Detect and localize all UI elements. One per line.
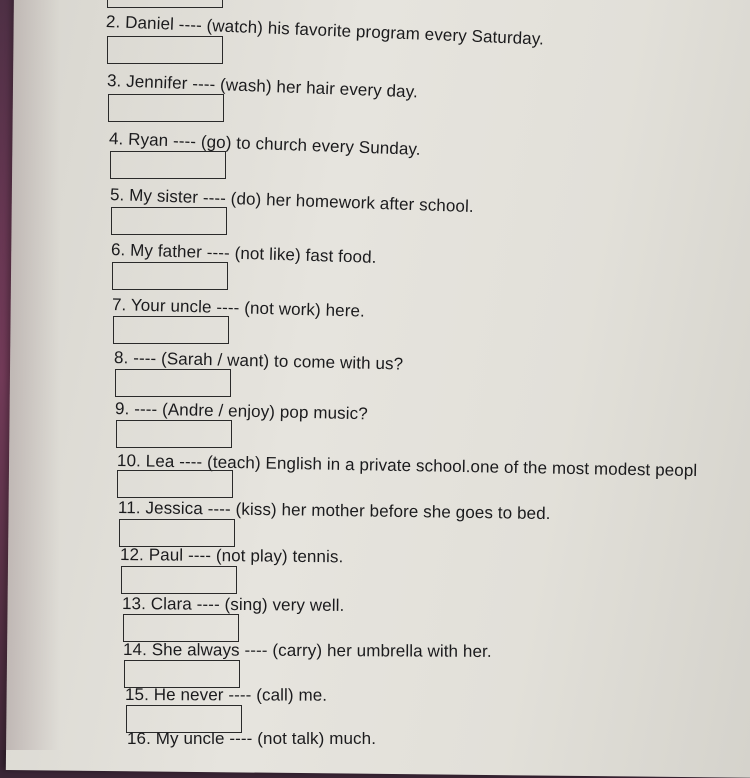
answer-input-4[interactable] bbox=[111, 152, 225, 178]
question-14: 14. She always ---- (carry) her umbrella with her. bbox=[122, 640, 492, 661]
answer-input-1[interactable] bbox=[108, 0, 222, 7]
answer-box-2[interactable] bbox=[107, 36, 223, 64]
answer-input-14[interactable] bbox=[125, 661, 239, 687]
answer-box-4[interactable] bbox=[110, 151, 226, 179]
question-15: 15. He never ---- (call) me. bbox=[124, 685, 328, 705]
question-16: 16. My uncle ---- (not talk) much. bbox=[127, 729, 377, 748]
answer-box-6[interactable] bbox=[112, 262, 228, 290]
answer-box-11[interactable] bbox=[119, 519, 235, 547]
question-2: 2. Daniel ---- (watch) his favorite program every Saturday. bbox=[105, 12, 545, 49]
answer-box-1[interactable] bbox=[107, 0, 223, 8]
answer-input-13[interactable] bbox=[124, 615, 238, 641]
question-3: 3. Jennifer ---- (wash) her hair every day. bbox=[106, 71, 419, 102]
answer-input-10[interactable] bbox=[118, 471, 232, 497]
answer-input-6[interactable] bbox=[113, 263, 227, 289]
question-11: 11. Jessica ---- (kiss) her mother before she goes to bed. bbox=[117, 498, 551, 524]
question-6: 6. My father ---- (not like) fast food. bbox=[110, 240, 377, 267]
answer-input-11[interactable] bbox=[120, 520, 234, 546]
paper-shadow bbox=[0, 0, 60, 750]
question-8: 8. ---- (Sarah / want) to come with us? bbox=[113, 348, 404, 374]
answer-input-9[interactable] bbox=[117, 421, 231, 447]
question-7: 7. Your uncle ---- (not work) here. bbox=[111, 295, 366, 321]
answer-input-8[interactable] bbox=[116, 370, 230, 396]
answer-box-14[interactable] bbox=[124, 660, 240, 688]
answer-box-7[interactable] bbox=[113, 316, 229, 344]
question-4: 4. Ryan ---- (go) to church every Sunday. bbox=[108, 129, 421, 159]
question-10: 10. Lea ---- (teach) English in a private school.one of the most modest peopl bbox=[116, 451, 698, 481]
question-9: 9. ---- (Andre / enjoy) pop music? bbox=[114, 399, 368, 424]
question-12: 12. Paul ---- (not play) tennis. bbox=[119, 545, 344, 567]
answer-box-9[interactable] bbox=[116, 420, 232, 448]
answer-box-12[interactable] bbox=[121, 566, 237, 594]
answer-box-5[interactable] bbox=[111, 207, 227, 235]
answer-input-5[interactable] bbox=[112, 208, 226, 234]
answer-input-12[interactable] bbox=[122, 567, 236, 593]
question-13: 13. Clara ---- (sing) very well. bbox=[121, 594, 345, 615]
answer-input-7[interactable] bbox=[114, 317, 228, 343]
question-5: 5. My sister ---- (do) her homework after school. bbox=[109, 185, 475, 217]
answer-input-2[interactable] bbox=[108, 37, 222, 63]
answer-box-13[interactable] bbox=[123, 614, 239, 642]
answer-box-3[interactable] bbox=[108, 94, 224, 122]
answer-box-10[interactable] bbox=[117, 470, 233, 498]
answer-box-8[interactable] bbox=[115, 369, 231, 397]
answer-input-3[interactable] bbox=[109, 95, 223, 121]
